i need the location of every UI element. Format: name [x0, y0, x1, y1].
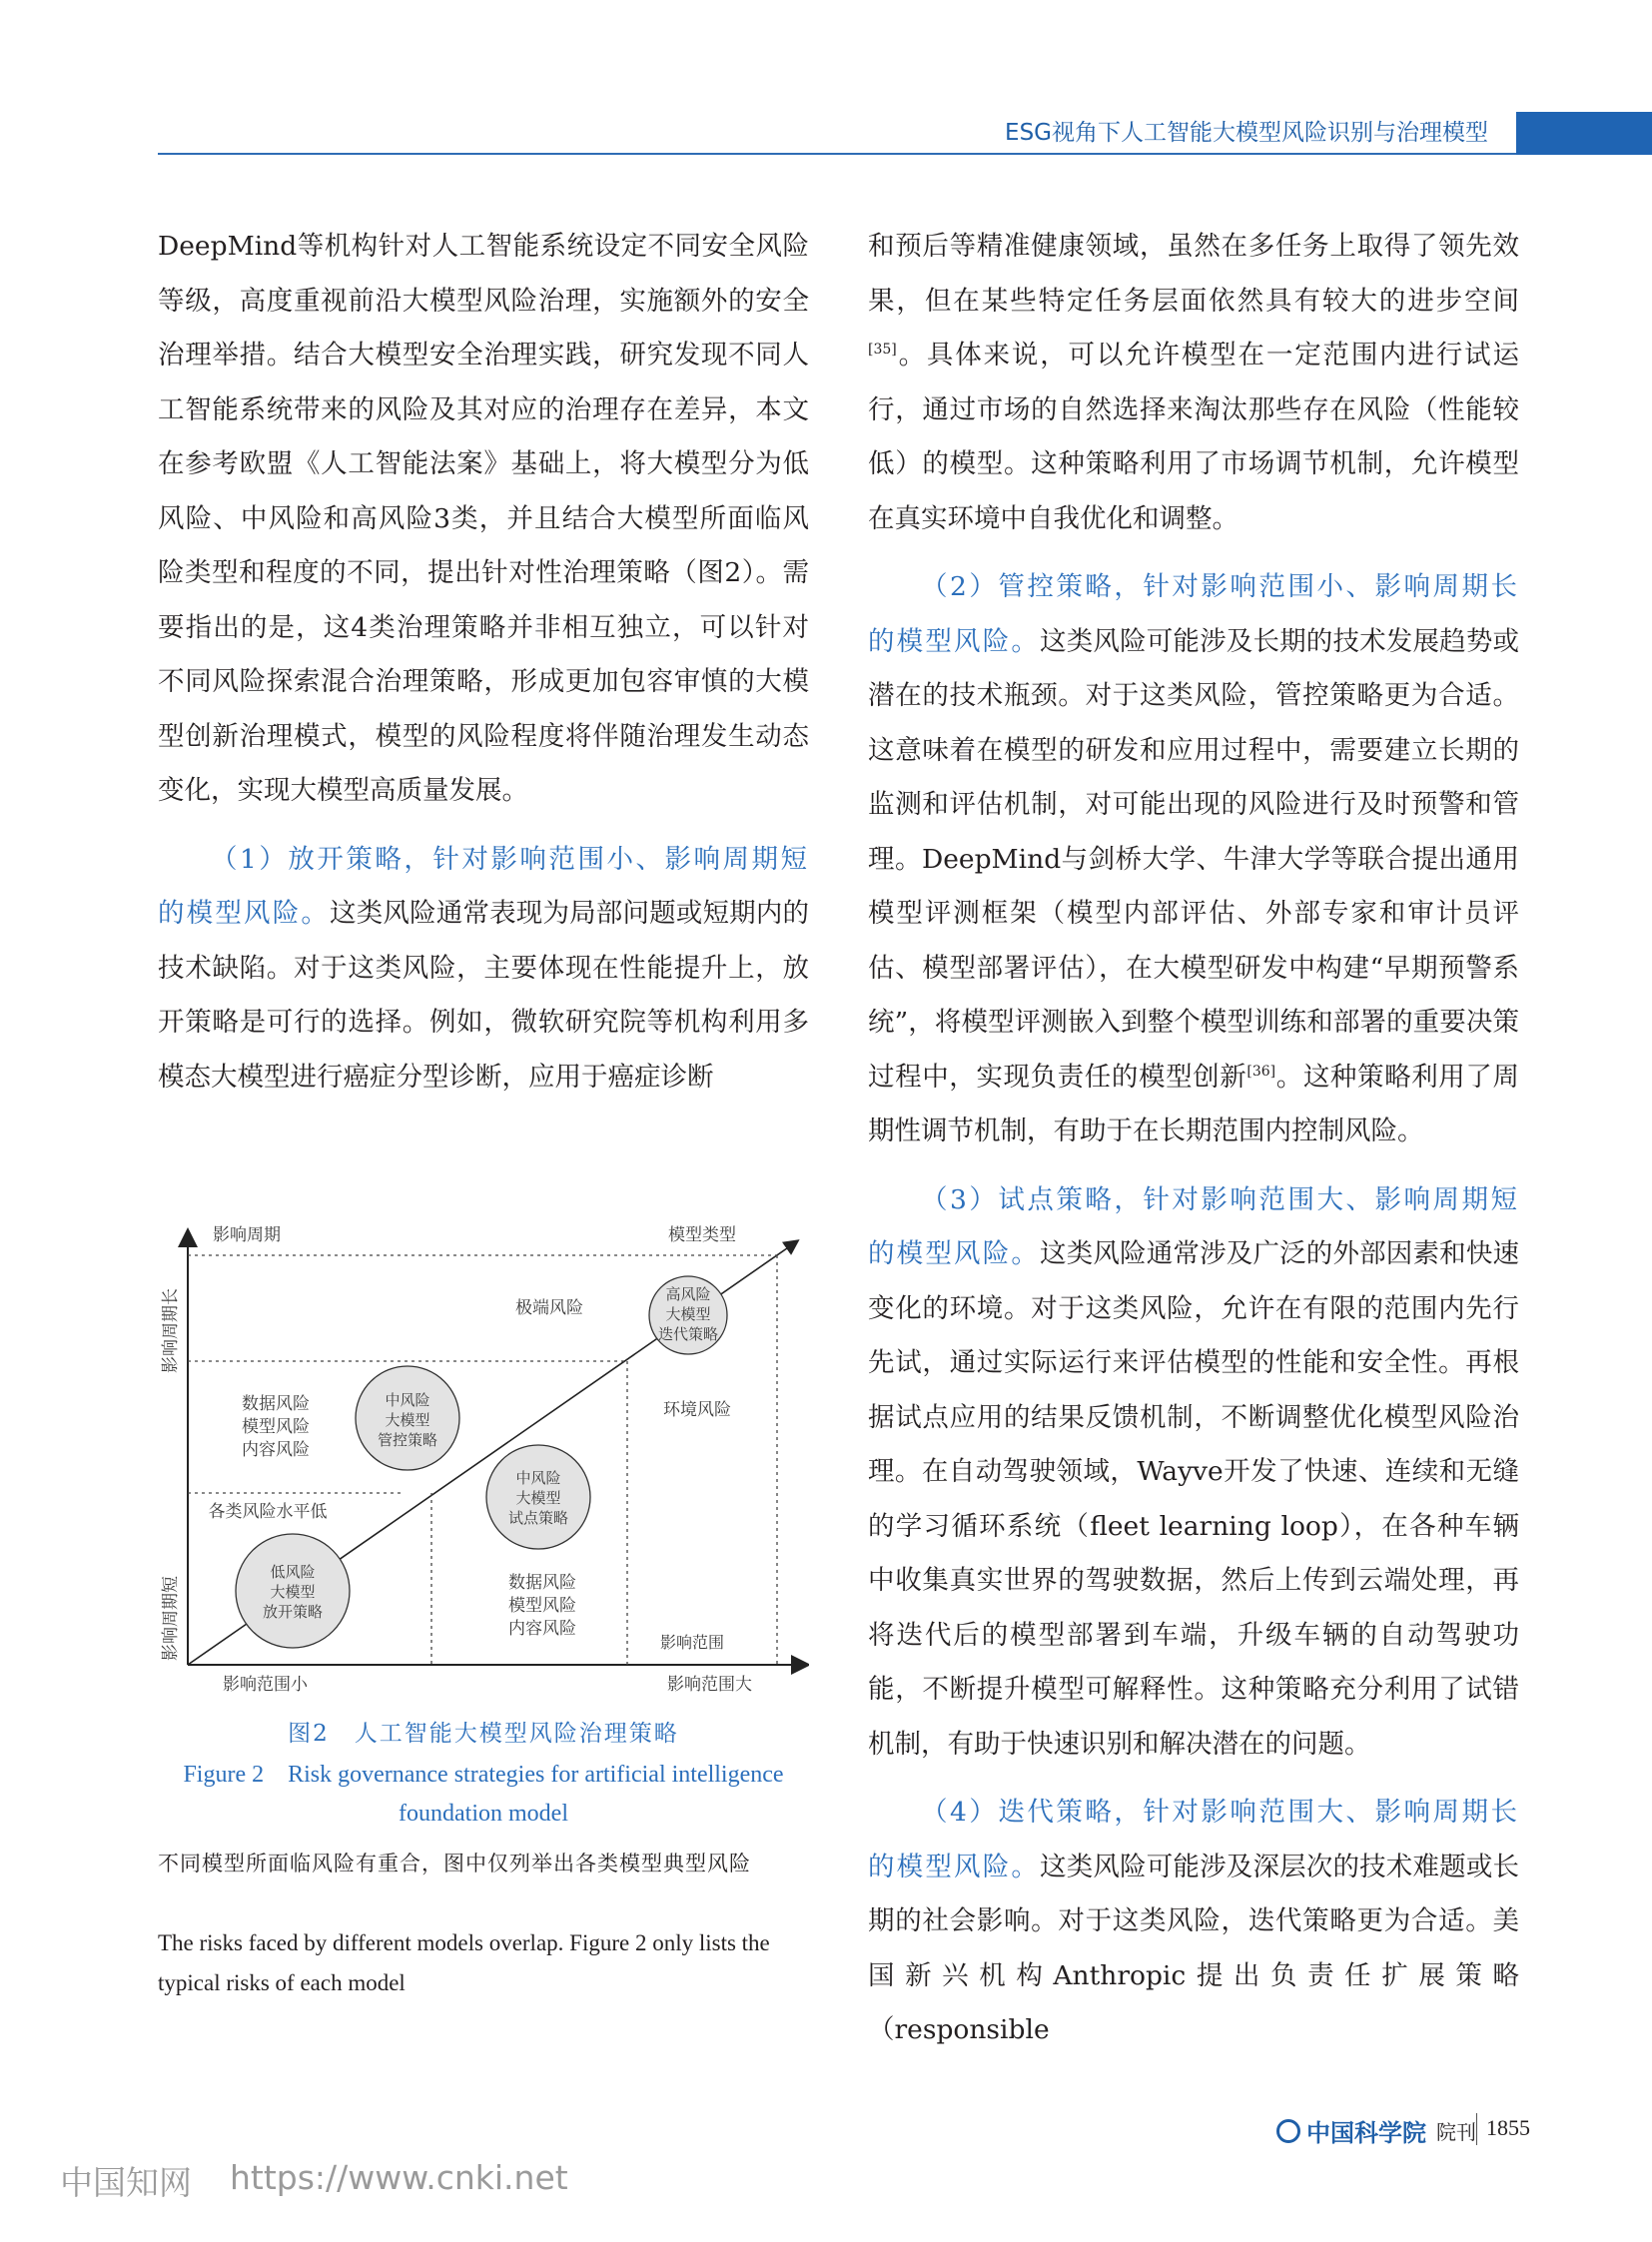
svg-text:内容风险: 内容风险 — [242, 1440, 310, 1460]
strategy-heading: （3）试点策略，针对影响范围大、影响周期短的模型风险。 — [868, 1183, 1519, 1269]
figure-caption-en — [158, 1756, 809, 1834]
paragraph: DeepMind等机构针对人工智能系统设定不同安全风险等级，高度重视前沿大模型风险治理，实施额外的安全治理举措。结合大模型安全治理实践，研究发现不同人工智能系统带来的风险及其对应的治理存在差异，本文在参考欧盟《人工智能法案》基础上，将大模型分为低风险、中风险和高风险3类，并且结合大模型所面临风险类型和程度的不同，提出针对性治理策略（图2）。需要指出的是，这4类治理策略并非相互独立，可以针对不同风险探索混合治理策略，形成更加包容审慎的大模型创新治理模式，模型的风险程度将伴随治理发生动态变化，实现大模型高质量发展。 — [158, 231, 809, 806]
y-long-label: 影响周期长 — [161, 1288, 181, 1373]
page-number: 1855 — [1486, 2115, 1530, 2140]
risk-governance-diagram — [158, 1213, 809, 1693]
figure-caption-cn: 图2 人工智能大模型风险治理策略 — [288, 1721, 679, 1747]
svg-text:放开策略: 放开策略 — [262, 1603, 324, 1621]
caption-en-line-2: foundation model — [399, 1801, 568, 1827]
caption-en-line-1: Figure 2 Risk governance strategies for artificial intelligence — [183, 1762, 784, 1788]
running-header-title: ESG视角下人工智能大模型风险识别与治理模型 — [1005, 120, 1488, 146]
reference-35[interactable]: [35] — [868, 342, 897, 359]
reference-36[interactable]: [36] — [1246, 1063, 1276, 1080]
svg-text:大模型: 大模型 — [270, 1583, 316, 1601]
figure-note-cn: 不同模型所面临风险有重合，图中仅列举出各类模型典型风险 — [158, 1852, 751, 1875]
risk-list-bottom — [508, 1573, 576, 1639]
risk-list-top — [242, 1394, 310, 1460]
strategy-heading: （4）迭代策略，针对影响范围大、影响周期长的模型风险。 — [868, 1797, 1519, 1882]
svg-text:低风险: 低风险 — [270, 1563, 316, 1581]
svg-text:数据风险: 数据风险 — [508, 1573, 576, 1593]
right-column — [868, 220, 1519, 2058]
level-label: 各类风险水平低 — [208, 1502, 328, 1522]
y-short-label: 影响周期短 — [161, 1576, 181, 1661]
y-axis-label: 影响周期 — [213, 1225, 281, 1245]
x-large-label: 影响范围大 — [667, 1675, 752, 1693]
circle-low-risk — [236, 1534, 350, 1648]
strategy-heading: （2）管控策略，针对影响范围小、影响周期长的模型风险。 — [868, 571, 1519, 657]
circle-medium-pilot — [486, 1445, 590, 1549]
journal-org: 中国科学院 — [1306, 2118, 1426, 2147]
svg-text:中风险: 中风险 — [385, 1391, 430, 1409]
svg-text:模型风险: 模型风险 — [242, 1417, 310, 1437]
svg-text:内容风险: 内容风险 — [508, 1619, 576, 1639]
svg-text:试点策略: 试点策略 — [507, 1509, 569, 1527]
paragraph-strategy-2: （2）管控策略，针对影响范围小、影响周期长的模型风险。这类风险可能涉及长期的技术发展趋势或潜在的技术瓶颈。对于这类风险，管控策略更为合适。这意味着在模型的研发和应用过程中，需要建立长期的监测和评估机制，对可能出现的风险进行及时预警和管理。DeepMind与剑桥大学、牛津大学等联合提出通用模型评测框架（模型内部评估、外部专家和审计员评估、模型部署评估），在大模型研发中构建“早期预警系统”，将模型评测嵌入到整个模型训练和部署的重要决策过程中，实现负责任的模型创新[36]。这种策略利用了周期性调节机制，有助于在长期范围内控制风险。 — [868, 571, 1520, 1146]
watermark-name: 中国知网 — [60, 2163, 192, 2202]
cas-emblem-icon — [1276, 2119, 1300, 2143]
svg-text:中风险: 中风险 — [515, 1469, 561, 1487]
header-color-block — [1516, 112, 1652, 155]
env-risk-label: 环境风险 — [663, 1400, 731, 1420]
circle-high-risk — [649, 1276, 727, 1354]
figure-note-en: The risks faced by different models overlap. Figure 2 only lists the typical risks of each model — [158, 1930, 770, 1995]
paragraph-strategy-3: （3）试点策略，针对影响范围大、影响周期短的模型风险。这类风险通常涉及广泛的外部因素和快速变化的环境。对于这类风险，允许在有限的范围内先行先试，通过实际运行来评估模型的性能和安全性。再根据试点应用的结果反馈机制，不断调整优化模型风险治理。在自动驾驶领域，Wayve开发了快速、连续和无缝的学习循环系统（fleet learning loop），在各种车辆中收集真实世界的驾驶数据，然后上传到云端处理，再将迭代后的模型部署到车端，升级车辆的自动驾驶功能，不断提升模型可解释性。这种策略充分利用了试错机制，有助于快速识别和解决潜在的问题。 — [868, 1183, 1520, 1760]
left-column — [158, 220, 809, 1105]
svg-text:高风险: 高风险 — [665, 1285, 711, 1303]
x-small-label: 影响范围小 — [223, 1675, 308, 1693]
paragraph-strategy-4: （4）迭代策略，针对影响范围大、影响周期长的模型风险。这类风险可能涉及深层次的技术难题或长期的社会影响。对于这类风险，迭代策略更为合适。美国新兴机构Anthropic提出负责任扩展策略（responsible — [868, 1797, 1520, 2045]
svg-text:数据风险: 数据风险 — [242, 1394, 310, 1414]
paragraph-strategy-1 — [158, 833, 809, 1106]
svg-text:大模型: 大模型 — [385, 1411, 430, 1429]
strategy-heading: （1）放开策略，针对影响范围小、影响周期短的模型风险。 — [158, 843, 809, 929]
journal-logo — [1276, 2113, 1476, 2148]
svg-text:管控策略: 管控策略 — [377, 1431, 438, 1449]
svg-text:迭代策略: 迭代策略 — [657, 1325, 719, 1343]
footer-divider — [1476, 2113, 1477, 2145]
model-type-label: 模型类型 — [668, 1225, 736, 1245]
paragraph-body: 这类风险通常表现为局部问题或短期内的技术缺陷。对于这类风险，主要体现在性能提升上，放开策略是可行的选择。例如，微软研究院等机构利用多模态大模型进行癌症分型诊断，应用于癌症诊断 — [158, 898, 810, 1093]
extreme-risk-label: 极端风险 — [515, 1298, 583, 1318]
paragraph: 和预后等精准健康领域，虽然在多任务上取得了领先效果，但在某些特定任务层面依然具有较大的进步空间[35]。具体来说，可以允许模型在一定范围内进行试运行，通过市场的自然选择来淘汰那些存在风险（性能较低）的模型。这种策略利用了市场调节机制，允许模型在真实环境中自我优化和调整。 — [868, 231, 1519, 534]
svg-text:模型风险: 模型风险 — [508, 1596, 576, 1616]
svg-text:大模型: 大模型 — [665, 1305, 711, 1323]
svg-text:大模型: 大模型 — [515, 1489, 561, 1507]
x-range-label: 影响范围 — [659, 1633, 725, 1652]
watermark-url[interactable]: https://www.cnki.net — [230, 2158, 568, 2197]
journal-suffix: 院刊 — [1436, 2120, 1476, 2144]
circle-medium-control — [356, 1366, 459, 1470]
